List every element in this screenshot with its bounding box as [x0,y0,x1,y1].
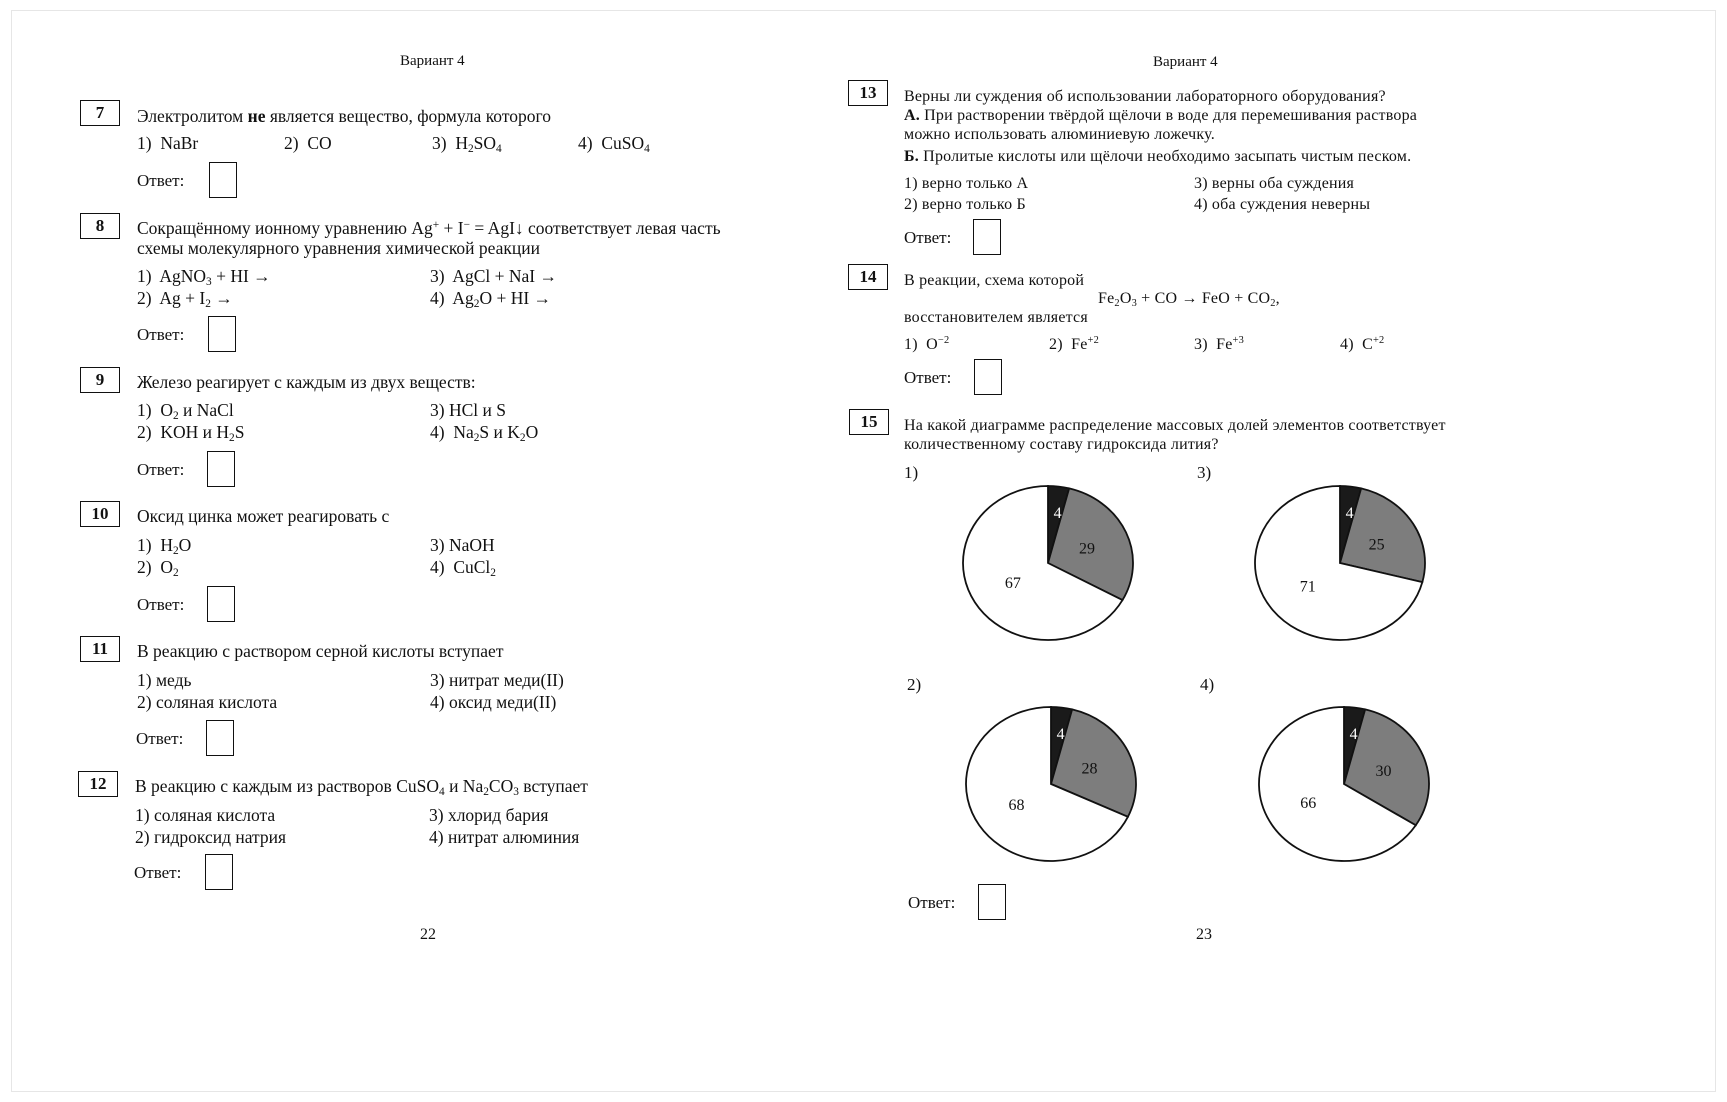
q14-option-4[interactable]: 4) $C^{+2}$ [1340,335,1385,353]
question-10-text: Оксид цинка может реагировать с [137,506,390,526]
q14-option-2[interactable]: 2) $Fe^{+2}$ [1049,335,1099,353]
question-number-15: 15 [849,409,889,435]
question-number-7: 7 [80,100,120,126]
q9-option-1[interactable]: 1) $O_2$ и NaCl [137,400,234,422]
question-9-text: Железо реагирует с каждым из двух веществ: [137,372,476,392]
q7-option-1[interactable]: 1) NaBr [137,133,199,153]
question-12-text: В реакцию с каждым из растворов CuSO$_4$ и $Na_2CO_3$ вступает [135,776,588,798]
q12-answer-label: Ответ: [134,863,182,882]
pie-label-4: 4 [1349,725,1358,743]
q12-option-1[interactable]: 1) соляная кислота [135,805,276,825]
question-8-text-line2: схемы молекулярного уравнения химической реакции [137,238,541,258]
right-page [859,11,1717,1091]
diagram-label-3: 3) [1197,463,1212,482]
pie-chart-1[interactable] [961,484,1135,642]
pie-label-67: 67 [1004,574,1021,592]
question-15-text-line2: количественному составу гидроксида лития? [904,436,1219,453]
q9-answer-label: Ответ: [137,460,185,479]
question-13-text: Верны ли суждения об использовании лабораторного оборудования? [904,88,1386,105]
q8-option-2[interactable]: 2) $Ag + I_2$ → [137,288,233,310]
q7-option-3[interactable]: 3) $H_2SO_4$ [432,133,502,155]
q13-option-3[interactable]: 3) верны оба суждения [1194,175,1355,192]
question-11-text: В реакцию с раствором серной кислоты вступает [137,641,504,661]
q8-option-3[interactable]: 3) AgCl + NaI → [430,266,558,286]
variant-header-right: Вариант 4 [1153,54,1218,70]
pie-label-66: 66 [1300,794,1317,812]
q10-answer-box[interactable] [207,586,235,622]
q8-answer-label: Ответ: [137,325,185,344]
q13-option-4[interactable]: 4) оба суждения неверны [1194,196,1371,213]
q10-option-4[interactable]: 4) CuCl$_2$ [430,557,496,579]
diagram-label-2: 2) [907,675,922,694]
q10-option-3[interactable]: 3) NaOH [430,535,495,555]
q12-option-3[interactable]: 3) хлорид бария [429,805,549,825]
q9-option-3[interactable]: 3) HCl и S [430,400,506,420]
question-8-text-line1: Сокращённому ионному уравнению Ag+ + I− = AgI↓ соответствует левая часть [137,218,721,238]
q13-option-2[interactable]: 2) верно только Б [904,196,1026,213]
q12-answer-box[interactable] [205,854,233,890]
question-14-text: В реакции, схема которой [904,272,1085,289]
q10-option-1[interactable]: 1) $H_2O$ [137,535,192,557]
q8-option-1[interactable]: 1) AgNO$_3$ + HI → [137,266,271,288]
q13-answer-box[interactable] [973,219,1001,255]
q11-option-3[interactable]: 3) нитрат меди(II) [430,670,564,690]
book-spread [11,10,1716,1092]
q7-option-2[interactable]: 2) CO [284,133,332,153]
q11-option-4[interactable]: 4) оксид меди(II) [430,692,557,712]
q8-answer-box[interactable] [208,316,236,352]
q14-reaction-scheme: $Fe_2O_3$ + CO → FeO + $CO_2$, [1098,290,1280,309]
left-page [12,11,862,1091]
pie-label-71: 71 [1299,578,1316,596]
pie-label-68: 68 [1008,796,1025,814]
diagram-label-4: 4) [1200,675,1215,694]
q9-answer-box[interactable] [207,451,235,487]
q10-option-2[interactable]: 2) $O_2$ [137,557,179,579]
pie-label-30: 30 [1375,762,1392,780]
pie-chart-3[interactable] [1253,484,1427,642]
pie-label-4: 4 [1345,504,1354,522]
question-number-12: 12 [78,771,118,797]
pie-label-28: 28 [1081,760,1098,778]
q13-statement-b: Б. Пролитые кислоты или щёлочи необходимо засыпать чистым песком. [904,148,1412,165]
question-number-14: 14 [848,264,888,290]
question-number-9: 9 [80,367,120,393]
q11-answer-label: Ответ: [136,729,184,748]
variant-header: Вариант 4 [400,53,465,69]
q11-option-2[interactable]: 2) соляная кислота [137,692,278,712]
q14-answer-box[interactable] [974,359,1002,395]
pie-chart-2[interactable] [964,705,1138,863]
q14-option-1[interactable]: 1) $O^{-2}$ [904,335,950,353]
q15-answer-label: Ответ: [908,893,956,912]
question-7-text: Электролитом не является вещество, формула которого [137,106,551,126]
pie-label-4: 4 [1056,725,1065,743]
q9-option-2[interactable]: 2) KOH и $H_2S$ [137,422,245,444]
question-number-13: 13 [848,80,888,106]
q13-statement-a-line2: можно использовать алюминиевую ложечку. [904,126,1215,143]
q13-statement-a-line1: А. При растворении твёрдой щёлочи в воде для перемешивания раствора [904,107,1418,124]
q14-option-3[interactable]: 3) $Fe^{+3}$ [1194,335,1244,353]
q8-option-4[interactable]: 4) $Ag_2O$ + HI → [430,288,552,310]
pie-label-29: 29 [1079,540,1096,558]
q12-option-4[interactable]: 4) нитрат алюминия [429,827,580,847]
pie-label-4: 4 [1053,504,1062,522]
q13-answer-label: Ответ: [904,228,952,247]
q11-answer-box[interactable] [206,720,234,756]
question-14-text-after: восстановителем является [904,309,1088,326]
q13-option-1[interactable]: 1) верно только А [904,175,1029,192]
q12-option-2[interactable]: 2) гидроксид натрия [135,827,287,847]
question-15-text-line1: На какой диаграмме распределение массовых долей элементов соответствует [904,417,1446,434]
page-number-right: 23 [1196,926,1212,943]
q7-answer-label: Ответ: [137,171,185,190]
question-number-10: 10 [80,501,120,527]
q11-option-1[interactable]: 1) медь [137,670,192,690]
page-number-left: 22 [420,926,436,943]
q7-answer-box[interactable] [209,162,237,198]
question-number-8: 8 [80,213,120,239]
q15-answer-box[interactable] [978,884,1006,920]
q7-option-4[interactable]: 4) CuSO$_4$ [578,133,650,155]
question-number-11: 11 [80,636,120,662]
q9-option-4[interactable]: 4) $Na_2S$ и $K_2O$ [430,422,539,444]
q14-answer-label: Ответ: [904,368,952,387]
q10-answer-label: Ответ: [137,595,185,614]
diagram-label-1: 1) [904,463,919,482]
pie-label-25: 25 [1368,536,1385,554]
pie-chart-4[interactable] [1257,705,1431,863]
